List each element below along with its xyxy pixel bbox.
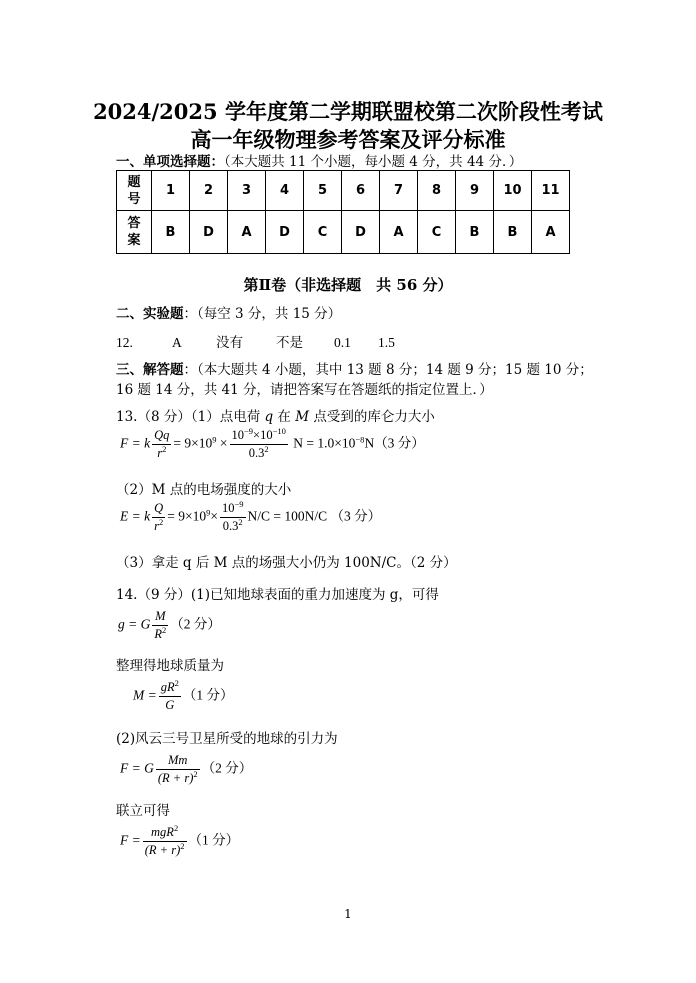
num-text: ×10 bbox=[253, 428, 273, 442]
section3-note-line1: ：（本大题共 4 小题，其中 13 题 8 分；14 题 9 分；15 题 10 分； bbox=[183, 362, 593, 378]
exponent: 2 bbox=[162, 625, 167, 635]
num-text: 10 bbox=[221, 501, 235, 515]
denominator bbox=[143, 841, 187, 858]
den-text: 0.3 bbox=[248, 446, 265, 460]
answer-cell: C bbox=[304, 211, 342, 254]
question-number: 8 bbox=[418, 171, 456, 211]
denominator bbox=[152, 444, 171, 461]
fraction bbox=[220, 501, 246, 534]
exponent: 2 bbox=[264, 444, 269, 454]
answer-cell: D bbox=[342, 211, 380, 254]
numerator: Q bbox=[154, 501, 164, 515]
score: （1 分） bbox=[188, 832, 240, 848]
eq-unit: N bbox=[364, 435, 375, 451]
q14-text3: 联立可得 bbox=[116, 803, 170, 819]
section3-note-line2: 16 题 14 分，共 41 分，请把答案写在答题纸的指定位置上．） bbox=[116, 382, 493, 398]
q13-var-q: q bbox=[264, 409, 274, 425]
question-number: 2 bbox=[190, 171, 228, 211]
denominator bbox=[230, 444, 288, 461]
answer-table bbox=[116, 170, 570, 254]
denominator bbox=[156, 769, 200, 786]
eq-lhs: E = k bbox=[120, 508, 151, 524]
answer-cell: B bbox=[152, 211, 190, 254]
q13-part2: （2）M 点的电场强度的大小 bbox=[116, 482, 292, 498]
answer-cell: B bbox=[456, 211, 494, 254]
answer-cell: A bbox=[380, 211, 418, 254]
exponent: 9 bbox=[212, 434, 217, 445]
q12-answer: 没有 bbox=[216, 335, 243, 350]
q13-intro bbox=[116, 405, 435, 425]
eq-text: × bbox=[216, 435, 228, 451]
q12-answer: A bbox=[172, 335, 182, 350]
q13-equation-1 bbox=[120, 428, 425, 461]
num-text: 10 bbox=[231, 428, 244, 442]
section1-label: 一、单项选择题： bbox=[116, 154, 224, 170]
q14-equation-1 bbox=[118, 609, 221, 642]
q14-text1: 整理得地球质量为 bbox=[116, 658, 224, 674]
q13-intro-text: 在 bbox=[273, 409, 296, 425]
q14-intro: 14.（9 分）(1)已知地球表面的重力加速度为 g，可得 bbox=[116, 587, 439, 603]
eq-text: = 9×10 bbox=[167, 508, 207, 524]
part2-title: 第Ⅱ卷（非选择题 共 56 分） bbox=[243, 276, 453, 294]
exponent: −9 bbox=[244, 426, 254, 436]
exponent: 2 bbox=[193, 769, 198, 779]
num-text: gR bbox=[160, 680, 175, 694]
exponent: −9 bbox=[234, 499, 244, 509]
document-title: 2024/2025 学年度第二学期联盟校第二次阶段性考试 bbox=[93, 99, 603, 124]
numerator: Mm bbox=[168, 753, 188, 767]
section2-note: ：（每空 3 分，共 15 分） bbox=[183, 306, 342, 322]
answer-cell: A bbox=[228, 211, 266, 254]
denominator: G bbox=[159, 696, 181, 713]
q12-number: 12. bbox=[116, 335, 133, 350]
fraction bbox=[152, 609, 168, 642]
section2-heading bbox=[116, 302, 341, 322]
exponent: 2 bbox=[173, 823, 179, 833]
q12-answer: 1.5 bbox=[378, 335, 395, 350]
denominator bbox=[152, 517, 165, 534]
exponent: 2 bbox=[174, 678, 179, 688]
den-text: (R + r) bbox=[144, 843, 181, 857]
question-number: 7 bbox=[380, 171, 418, 211]
eq-lhs: F = G bbox=[120, 760, 154, 776]
score: （1 分） bbox=[182, 687, 234, 703]
fraction bbox=[152, 428, 171, 461]
question-number: 11 bbox=[532, 171, 570, 211]
section3-label: 三、解答题 bbox=[116, 362, 184, 378]
eq-lhs: g = G bbox=[118, 616, 151, 632]
answer-cell: B bbox=[494, 211, 532, 254]
fraction bbox=[230, 428, 288, 461]
answer-table-number-row bbox=[117, 171, 570, 211]
answer-cell: D bbox=[190, 211, 228, 254]
eq-text: × bbox=[210, 508, 218, 524]
q14-equation-2 bbox=[133, 680, 234, 713]
question-number: 3 bbox=[228, 171, 266, 211]
section1-heading bbox=[116, 150, 522, 170]
section2-label: 二、实验题 bbox=[116, 306, 184, 322]
score: （2 分） bbox=[201, 760, 253, 776]
document-subtitle: 高一年级物理参考答案及评分标准 bbox=[190, 127, 506, 152]
q13-part3: （3）拿走 q 后 M 点的场强大小仍为 100N/C。（2 分） bbox=[116, 555, 457, 571]
page-number: 1 bbox=[344, 907, 352, 921]
numerator bbox=[230, 428, 288, 444]
numerator: M bbox=[155, 609, 166, 623]
question-number: 6 bbox=[342, 171, 380, 211]
num-text: mgR bbox=[151, 825, 174, 839]
eq-result: N/C = 100N/C bbox=[247, 508, 328, 524]
exponent: 2 bbox=[180, 841, 185, 851]
fraction bbox=[156, 753, 200, 786]
q13-intro-text: 点受到的库仑力大小 bbox=[309, 409, 435, 425]
exponent: −8 bbox=[355, 434, 365, 445]
eq-text: = 9×10 bbox=[173, 435, 213, 451]
score: （3 分） bbox=[374, 435, 425, 451]
question-number: 9 bbox=[456, 171, 494, 211]
answer-cell: C bbox=[418, 211, 456, 254]
eq-result: N = 1.0×10 bbox=[293, 435, 356, 451]
q13-intro-text: 13.（8 分）（1）点电荷 bbox=[116, 409, 265, 425]
numerator bbox=[220, 501, 246, 517]
answer-table-answer-row bbox=[117, 211, 570, 254]
question-number: 4 bbox=[266, 171, 304, 211]
score: （2 分） bbox=[170, 616, 221, 632]
numerator bbox=[159, 680, 181, 696]
row-header-answer: 答 案 bbox=[117, 211, 152, 254]
exponent: 2 bbox=[158, 517, 164, 527]
question-number: 1 bbox=[152, 171, 190, 211]
numerator: Qq bbox=[154, 428, 170, 442]
eq-lhs: M = bbox=[133, 687, 157, 703]
exponent: −10 bbox=[272, 426, 286, 436]
q12-answer: 0.1 bbox=[334, 335, 351, 350]
question-number: 5 bbox=[304, 171, 342, 211]
q14-equation-3 bbox=[120, 753, 252, 786]
den-text: (R + r) bbox=[157, 771, 194, 785]
answer-cell: A bbox=[532, 211, 570, 254]
q14-equation-4 bbox=[120, 825, 239, 858]
exponent: 2 bbox=[162, 444, 167, 454]
row-header-number: 题 号 bbox=[117, 171, 152, 211]
den-text: R bbox=[154, 627, 162, 641]
fraction bbox=[143, 825, 187, 858]
den-text: r bbox=[157, 446, 163, 460]
denominator bbox=[220, 517, 246, 534]
q12-answer: 不是 bbox=[276, 335, 303, 350]
den-text: r bbox=[154, 519, 159, 533]
fraction bbox=[152, 501, 165, 534]
score: （3 分） bbox=[330, 508, 382, 524]
section1-note: （本大题共 11 个小题，每小题 4 分，共 44 分．） bbox=[224, 154, 523, 170]
answer-cell: D bbox=[266, 211, 304, 254]
q13-var-m: M bbox=[295, 409, 310, 425]
numerator bbox=[143, 825, 187, 841]
section3-heading bbox=[116, 358, 593, 378]
q12-answers bbox=[116, 331, 395, 351]
q13-equation-2 bbox=[120, 501, 381, 534]
eq-lhs: F = k bbox=[120, 435, 151, 451]
q14-text2: (2)风云三号卫星所受的地球的引力为 bbox=[116, 731, 338, 747]
question-number: 10 bbox=[494, 171, 532, 211]
fraction bbox=[159, 680, 181, 713]
eq-lhs: F = bbox=[120, 832, 141, 848]
den-text: 0.3 bbox=[222, 519, 239, 533]
denominator bbox=[152, 625, 168, 642]
exponent: 2 bbox=[238, 517, 243, 527]
exponent: 9 bbox=[206, 507, 211, 518]
